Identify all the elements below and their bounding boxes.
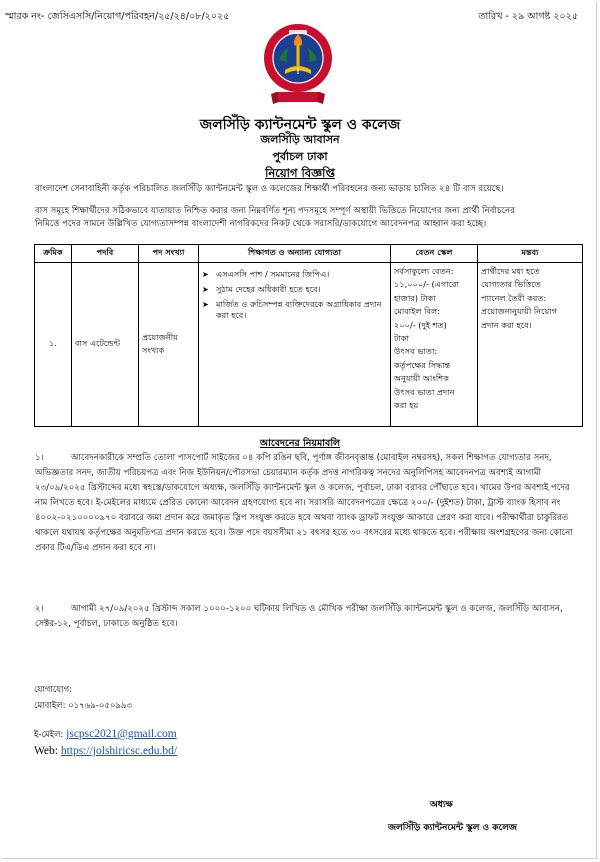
salary-line: মোবাইল বিল: bbox=[394, 306, 440, 317]
web-line bbox=[34, 745, 177, 757]
intro-paragraph-2-line-1: বাস সমূহে শিক্ষার্থীদের সঠিকভাবে যাতায়াত নিশ্চিত করার জন্য নিম্নবর্ণিত শূন্য পদসমূহে সম্পূর্ণ অস্থায়ী ভিত্তিতে নিয়োগের জন্য প্রার্থী নির্বাচনের bbox=[35, 206, 515, 216]
salary-line: ১১,০০০/- (এগারো bbox=[394, 279, 459, 290]
qualification-item: ➤ এসএসসি পাশ / সমমানের জিপিএ। bbox=[202, 269, 387, 280]
email-line bbox=[34, 728, 177, 742]
remark-line: প্যানেল তৈরী করত: bbox=[481, 292, 547, 303]
application-rules-title: আবেদনের নিয়মাবলি bbox=[259, 438, 341, 449]
cell-post: বাস এটেন্ডেন্ট bbox=[72, 263, 139, 427]
salary-line: উৎসব ভাতা: bbox=[394, 346, 438, 357]
salary-line: অনুযায়ী আংশিক bbox=[394, 373, 449, 384]
qualification-item: ➤ সুঠাম দেহের অধিকারী হতে হবে। bbox=[202, 284, 387, 295]
contact-label: যোগাযোগ: bbox=[34, 685, 73, 695]
salary-line: সর্বসাকুল্যে বেতন: bbox=[394, 266, 454, 276]
email-label: ই-মেইল: bbox=[34, 730, 64, 740]
intro-paragraph-2-line-2: নিমিত্তে পদের সামনে উল্লিখিত যোগ্যতাসম্পন্ন বাংলাদেশী নাগরিকদের নিকট থেকে সরাসরি/ডাকযোগে আবেদনপত্র আহ্বান করা হচ্ছে। bbox=[35, 219, 487, 229]
rule-2-number: ২। bbox=[35, 604, 44, 614]
rule-1 bbox=[35, 451, 575, 556]
cell-qualifications bbox=[199, 263, 391, 427]
salary-line: করা হয় bbox=[394, 400, 419, 411]
qualification-item: ➤ মার্জিত ও রুচিসম্পন্ন ব্যক্তিদেরকে অগ্রাধিকার প্রদান করা হবে। bbox=[202, 299, 387, 321]
area-name: জলসিঁড়ি আবাসন bbox=[260, 133, 340, 146]
header-remarks: মন্তব্য bbox=[478, 245, 583, 263]
table-header-row bbox=[35, 245, 583, 263]
signature-organization: জলসিঁড়ি ক্যান্টনমেন্ট স্কুল ও কলেজ bbox=[388, 823, 517, 833]
rule-1-number: ১। bbox=[35, 453, 44, 463]
memo-number: স্মারক নং- জেসিএসসি/নিয়োগ/পরিবহন/২৫/২৪/০৮/২০২৫ bbox=[5, 11, 230, 22]
salary-line: উৎসব ভাতা প্রদান bbox=[394, 386, 455, 397]
remark-line: প্রার্থীদের মধ্য হতে bbox=[481, 266, 540, 276]
cell-remarks bbox=[478, 263, 583, 427]
salary-line: ২০০/- (দুই শত) bbox=[394, 319, 447, 330]
notice-date: তারিখ - ২৯ আগষ্ট ২০২৫ bbox=[478, 11, 578, 22]
salary-line: টাকা bbox=[394, 333, 409, 344]
intro-paragraph-1: বাংলাদেশ সেনাবাহিনী কর্তৃক পরিচালিত জলসিঁড়ি ক্যান্টনমেন্ট স্কুল ও কলেজের শিক্ষার্থী পরিবহনের জন্য ভাড়ায় চালিত ২৪ টি বাস রয়েছে। bbox=[35, 184, 504, 194]
torch-icon bbox=[297, 44, 300, 66]
city-name: পুর্বাচল ঢাকা bbox=[272, 150, 328, 163]
remark-line: প্রয়োজনানুযায়ী নিয়োগ bbox=[481, 306, 558, 317]
website-link[interactable]: https://jolshiricsc.edu.bd/ bbox=[60, 745, 178, 757]
logo-ribbon bbox=[275, 92, 321, 102]
header-qualification: শিক্ষাগত ও অন্যান্য যোগ্যতা bbox=[199, 245, 391, 263]
remark-line: যোগ্যতার ভিত্তিতে bbox=[481, 279, 541, 290]
header-serial: ক্রমিক bbox=[35, 245, 72, 263]
cell-salary bbox=[391, 263, 478, 427]
vacancy-table bbox=[34, 244, 583, 427]
rule-2 bbox=[35, 602, 575, 632]
header-post: পদবি bbox=[72, 245, 139, 263]
cell-serial: ১. bbox=[35, 263, 72, 427]
remark-line: প্রদান করা হবে। bbox=[481, 319, 532, 330]
notice-title: নিয়োগ বিজ্ঞপ্তি bbox=[265, 166, 335, 180]
school-crest-logo bbox=[261, 22, 335, 108]
rule-2-text: আগামী ২৭/০৯/২০২৫ খ্রিস্টাব্দ সকাল ১০০০-১২০০ ঘটিকায় লিখিত ও মৌখিক পরীক্ষা জলসিঁড়ি ক্যান্টনমেন্ট স্কুল ও কলেজ, জলসিঁড়ি আবাসন, সেক্টর-১২, পূর্বাচল, ঢাকাতে অনুষ্ঠিত হবে। bbox=[35, 604, 563, 629]
salary-line: কর্তৃপক্ষের সিদ্ধান্ত bbox=[394, 359, 451, 370]
header-salary: বেতন স্কেল bbox=[391, 245, 478, 263]
signature-title: অধ্যক্ষ bbox=[430, 800, 453, 810]
rule-1-text: আবেদনকারীকে সম্প্রতি তোলা পাসপোর্ট সাইজের ০৪ কপি রঙিন ছবি, পূর্ণাঙ্গ জীবনবৃত্তান্ত (মোবাইল নম্বরসহ), সকল শিক্ষাগত যোগ্যতার সনদ, অভিজ্ঞতার সনদ, জাতীয় পরিচয়পত্র এবং নিজ ইউনিয়ন/পৌরসভা চেয়ারম্যান কর্তৃক প্রদত্ত নাগরিকত্ব সনদের অনুলিপিসহ আবেদনপত্র অবশ্যই আগামী ২৩/০৯/২০২৫ খ্রিস্টাব্দের মধ্যে স্বহস্তে/ডাকযোগে অধ্যক্ষ, জলসিঁড়ি ক্যান্টনমেন্ট স্কুল ও কলেজ, পূর্বাচল, ঢাকা বরাবর পৌঁছাতে হবে। খামের উপর অবশ্যই পদের নাম লিখতে হবে। ই-মেইলের মাধ্যমে প্রেরিত কোনো আবেদন গ্রহণযোগ্য হবে না। সরাসরি আবেদনপত্রের ক্ষেত্রে ২০০/- (দুইশত) টাকা, ট্রাস্ট ব্যাংক হিসাব নং ৪০০২-০২১০০০০৯৭০ বরাবরে জমা প্রদান করে জমাকৃত স্লিপ সংযুক্ত করতে হবে অথবা ব্যাংক ড্রাফট সংযুক্ত আকারে প্রেরণ করা যাবে। পরীক্ষার্থীরা চাকুরিরত থাকলে যথাযথ কর্তৃপক্ষের অনুমতিপত্র প্রদান করতে হবে। উক্ত পদে বয়সসীমা ২১ বৎসর হতে ৩০ বৎসরের মধ্যে থাকতে হবে। পরীক্ষায় অংশগ্রহণের জন্য কোনো প্রকার টিএ/ডিএ প্রদান করা হবে না। bbox=[35, 453, 573, 553]
cell-count: প্রয়োজনীয় সংখ্যক bbox=[139, 263, 199, 427]
intro-paragraph-2 bbox=[35, 205, 569, 231]
table-row bbox=[35, 263, 583, 427]
salary-line: হাজার) টাকা bbox=[394, 292, 436, 303]
web-label: Web: bbox=[34, 745, 58, 757]
institution-name: জলসিঁড়ি ক্যান্টনমেন্ট স্কুল ও কলেজ bbox=[199, 117, 401, 133]
contact-mobile: মোবাইল: ০১৭৬৯-০৫০৯৯৩ bbox=[34, 701, 132, 711]
email-link[interactable]: jscpsc2021@gmail.com bbox=[66, 728, 177, 740]
header-count: পদ সংখ্যা bbox=[139, 245, 199, 263]
